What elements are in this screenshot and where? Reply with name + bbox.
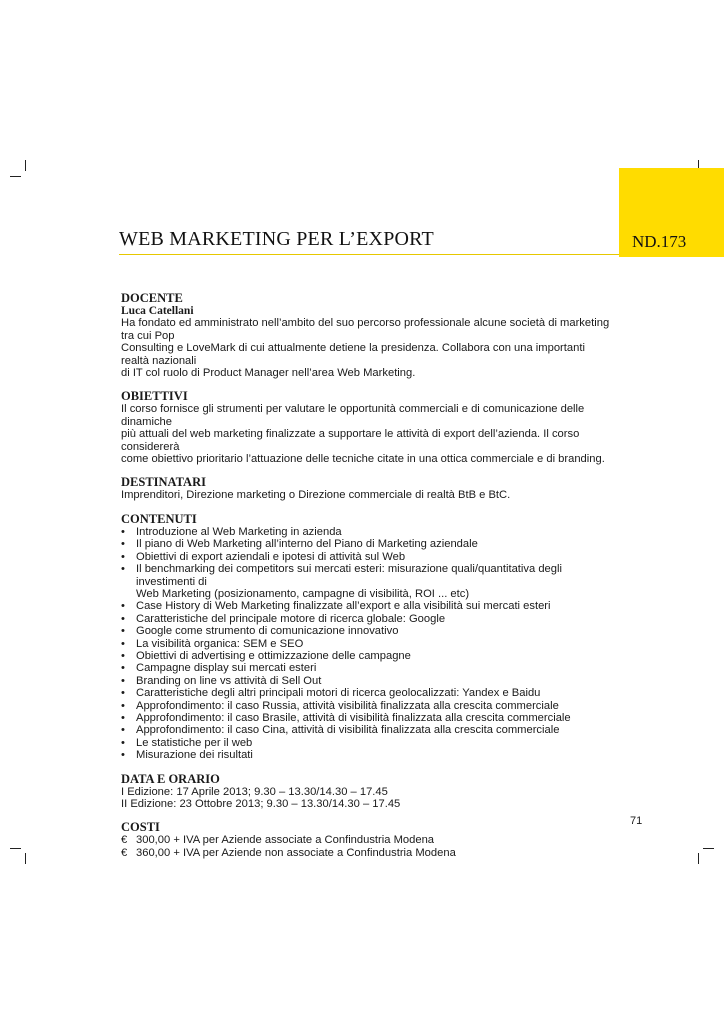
euro-sign: € <box>121 834 128 847</box>
crop-mark <box>10 848 21 849</box>
list-item: • Misurazione dei risultati <box>121 749 611 761</box>
list-item: • Branding on line vs attività di Sell Out <box>121 675 611 687</box>
list-item: • Caratteristiche del principale motore di ricerca globale: Google <box>121 613 611 625</box>
section-destinatari <box>121 476 611 501</box>
page-title: WEB MARKETING PER L’EXPORT <box>119 228 434 250</box>
edition-2-date: II Edizione: 23 Ottobre 2013; 9.30 – 13.30/14.30 – 17.45 <box>121 798 401 810</box>
list-item: • Campagne display sui mercati esteri <box>121 662 611 674</box>
section-contenuti <box>121 513 611 762</box>
section-heading: OBIETTIVI <box>121 389 188 404</box>
list-item: • Case History di Web Marketing finalizzate all’export e alla visibilità sui mercati esteri <box>121 600 611 612</box>
list-item: • Approfondimento: il caso Russia, attività visibilità finalizzata alla crescita commerciale <box>121 700 611 712</box>
course-content <box>121 292 611 859</box>
teacher-name: Luca Catellani <box>121 305 194 317</box>
cost-associates-text: 300,00 + IVA per Aziende associate a Confindustria Modena <box>136 834 435 847</box>
list-item: • Approfondimento: il caso Cina, attività di visibilità finalizzata alla crescita commerciale <box>121 724 611 736</box>
teacher-bio: Ha fondato ed amministrato nell’ambito del suo percorso professionale alcune società di marketing tra cui Pop Consulting e LoveMark di cui attualmente detiene la presidenza. Collabora con una importanti realtà nazionali di IT col ruolo di Product Manager nell’area Web Marketing. <box>121 317 610 380</box>
crop-mark <box>703 848 714 849</box>
section-docente <box>121 292 611 379</box>
section-heading: COSTI <box>121 820 160 835</box>
section-heading: DESTINATARI <box>121 475 206 490</box>
section-data-orario <box>121 773 611 811</box>
list-item: • Google come strumento di comunicazione innovativo <box>121 625 611 637</box>
crop-mark <box>25 160 26 171</box>
section-costi <box>121 821 611 859</box>
course-code: ND.173 <box>632 232 687 251</box>
contents-list <box>121 526 611 762</box>
list-item: • Approfondimento: il caso Brasile, attività di visibilità finalizzata alla crescita commerciale <box>121 712 611 724</box>
list-item: • Introduzione al Web Marketing in azienda <box>121 526 611 538</box>
section-heading: CONTENUTI <box>121 511 197 526</box>
section-heading: DATA E ORARIO <box>121 771 220 786</box>
edition-1-date: I Edizione: 17 Aprile 2013; 9.30 – 13.30/14.30 – 17.45 <box>121 785 388 798</box>
title-divider <box>119 254 619 255</box>
cost-non-associates <box>121 847 611 859</box>
crop-mark <box>698 853 699 864</box>
euro-sign: € <box>121 846 128 859</box>
list-item: • Le statistiche per il web <box>121 737 611 749</box>
list-item: • Caratteristiche degli altri principali motori di ricerca geolocalizzati: Yandex e Baidu <box>121 687 611 699</box>
objectives-text: Il corso fornisce gli strumenti per valutare le opportunità commerciali e di comunicazione delle dinamiche più attuali del web marketing finalizzate a supportare le attività di export dell’azienda. Il corso considererà come obiettivo prioritario l’attuazione delle tecniche citate in una ottica commerciale e di branding. <box>121 403 605 466</box>
cost-associates <box>121 834 611 846</box>
list-item: • Il piano di Web Marketing all’interno del Piano di Marketing aziendale <box>121 538 611 550</box>
section-obiettivi <box>121 390 611 465</box>
list-item: • Il benchmarking dei competitors sui mercati esteri: misurazione quali/quantitativa degli investimenti di Web Marketing (posizionamento, campagne di visibilità, ROI ... etc) <box>121 563 611 600</box>
list-item: • Obiettivi di advertising e ottimizzazione delle campagne <box>121 650 611 662</box>
crop-mark <box>25 853 26 864</box>
section-heading: DOCENTE <box>121 291 183 305</box>
list-item: • Obiettivi di export aziendali e ipotesi di attività sul Web <box>121 551 611 563</box>
list-item: • La visibilità organica: SEM e SEO <box>121 638 611 650</box>
crop-mark <box>10 176 21 177</box>
cost-non-associates-text: 360,00 + IVA per Aziende non associate a Confindustria Modena <box>136 846 456 859</box>
audience-text: Imprenditori, Direzione marketing o Direzione commerciale di realtà BtB e BtC. <box>121 489 511 502</box>
page-number: 71 <box>630 815 643 827</box>
